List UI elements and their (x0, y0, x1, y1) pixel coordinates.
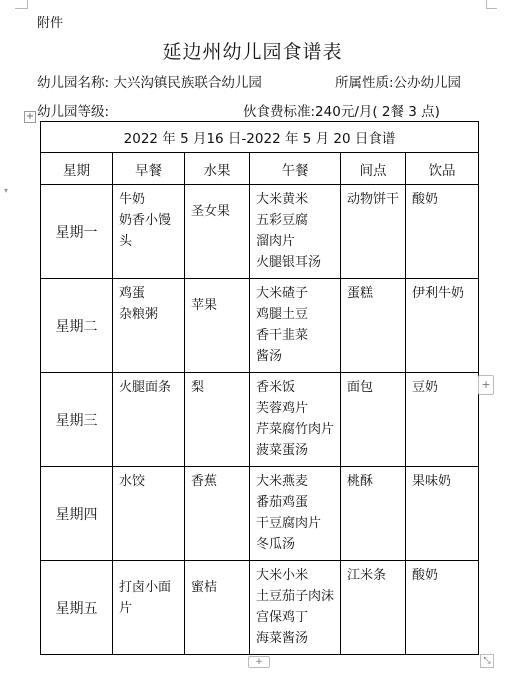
lunch-item: 大米黄米 (256, 192, 309, 207)
drink-item: 酸奶 (412, 192, 439, 207)
drink-item: 伊利牛奶 (412, 286, 465, 301)
attachment-label: 附件 (37, 16, 64, 31)
drink-cell[interactable] (406, 373, 479, 467)
lunch-cell[interactable] (250, 373, 341, 467)
table-row (41, 185, 479, 279)
breakfast-cell[interactable] (113, 561, 185, 655)
header-row (41, 153, 479, 185)
snack-item: 面包 (347, 380, 374, 395)
breakfast-item: 奶香小馒头 (119, 213, 172, 249)
lunch-item: 大米燕麦 (256, 474, 309, 489)
weekday-cell[interactable]: 星期三 (41, 373, 113, 467)
drink-cell[interactable] (406, 467, 479, 561)
fruit-cell[interactable] (185, 373, 250, 467)
add-row-icon[interactable]: + (248, 656, 270, 668)
lunch-item: 溜肉片 (256, 234, 296, 249)
breakfast-cell[interactable] (113, 279, 185, 373)
fruit-item: 苹果 (191, 298, 218, 313)
breakfast-cell[interactable] (113, 373, 185, 467)
breakfast-cell[interactable] (113, 185, 185, 279)
drink-cell[interactable] (406, 185, 479, 279)
table-row (41, 467, 479, 561)
margin-arrow-icon: ▾ (4, 186, 9, 195)
header-breakfast[interactable]: 早餐 (113, 153, 185, 185)
kindergarten-nature: 所属性质:公办幼儿园 (335, 75, 462, 91)
crop-mark-top-right (486, 0, 497, 9)
lunch-item: 海菜酱汤 (256, 631, 309, 646)
snack-cell[interactable] (341, 561, 406, 655)
snack-item: 动物饼干 (347, 192, 400, 207)
table-move-handle-icon[interactable]: + (25, 111, 35, 122)
lunch-cell[interactable] (250, 185, 341, 279)
table-resize-handle-icon[interactable]: ⤡ (480, 654, 494, 668)
breakfast-item: 牛奶 (119, 192, 146, 207)
snack-cell[interactable] (341, 373, 406, 467)
add-column-icon[interactable]: + (478, 375, 494, 395)
lunch-item: 香干韭菜 (256, 328, 309, 343)
weekday-cell[interactable]: 星期一 (41, 185, 113, 279)
fruit-cell[interactable] (185, 467, 250, 561)
lunch-item: 菠菜蛋汤 (256, 443, 309, 458)
lunch-item: 芙蓉鸡片 (256, 401, 309, 416)
weekday-cell[interactable]: 星期五 (41, 561, 113, 655)
breakfast-item: 水饺 (119, 474, 146, 489)
breakfast-item: 片 (119, 601, 133, 616)
breakfast-item: 打卤小面 (119, 580, 172, 595)
snack-cell[interactable] (341, 185, 406, 279)
lunch-item: 鸡腿土豆 (256, 307, 309, 322)
lunch-cell[interactable] (250, 561, 341, 655)
lunch-item: 宫保鸡丁 (256, 610, 309, 625)
lunch-item: 番茄鸡蛋 (256, 495, 309, 510)
header-weekday[interactable]: 星期 (41, 153, 113, 185)
lunch-cell[interactable] (250, 467, 341, 561)
kindergarten-grade: 幼儿园等级: (37, 104, 110, 120)
snack-item: 江米条 (347, 568, 387, 583)
snack-item: 蛋糕 (347, 286, 374, 301)
fruit-cell[interactable] (185, 279, 250, 373)
kindergarten-name: 幼儿园名称: 大兴沟镇民族联合幼儿园 (37, 75, 262, 91)
drink-cell[interactable] (406, 561, 479, 655)
fruit-item: 圣女果 (191, 204, 231, 219)
lunch-item: 干豆腐肉片 (256, 516, 322, 531)
breakfast-item: 杂粮粥 (119, 307, 159, 322)
lunch-item: 酱汤 (256, 349, 283, 364)
document-title: 延边州幼儿园食谱表 (162, 41, 343, 63)
header-fruit[interactable]: 水果 (185, 153, 250, 185)
weekday-cell[interactable]: 星期二 (41, 279, 113, 373)
fruit-item: 蜜桔 (191, 580, 218, 595)
lunch-item: 大米碴子 (256, 286, 309, 301)
lunch-item: 土豆茄子肉沫 (256, 589, 335, 604)
lunch-item: 香米饭 (256, 380, 296, 395)
header-snack[interactable]: 间点 (341, 153, 406, 185)
fruit-item: 梨 (191, 380, 205, 395)
weekday-cell[interactable]: 星期四 (41, 467, 113, 561)
drink-item: 豆奶 (412, 380, 439, 395)
menu-table (40, 121, 479, 655)
header-drink[interactable]: 饮品 (406, 153, 479, 185)
breakfast-item: 鸡蛋 (119, 286, 146, 301)
breakfast-item: 火腿面条 (119, 380, 172, 395)
table-row (41, 561, 479, 655)
lunch-item: 火腿银耳汤 (256, 255, 322, 270)
drink-item: 果味奶 (412, 474, 452, 489)
crop-mark-top-left (15, 0, 28, 9)
snack-item: 桃酥 (347, 474, 374, 489)
fruit-cell[interactable] (185, 561, 250, 655)
drink-cell[interactable] (406, 279, 479, 373)
snack-cell[interactable] (341, 467, 406, 561)
lunch-item: 冬瓜汤 (256, 537, 296, 552)
lunch-item: 五彩豆腐 (256, 213, 309, 228)
lunch-cell[interactable] (250, 279, 341, 373)
header-lunch[interactable]: 午餐 (250, 153, 341, 185)
table-row (41, 279, 479, 373)
fruit-item: 香蕉 (191, 474, 218, 489)
date-range[interactable]: 2022 年 5 月16 日-2022 年 5 月 20 日食谱 (41, 122, 479, 153)
breakfast-cell[interactable] (113, 467, 185, 561)
snack-cell[interactable] (341, 279, 406, 373)
drink-item: 酸奶 (412, 568, 439, 583)
fruit-cell[interactable] (185, 185, 250, 279)
lunch-item: 芹菜腐竹肉片 (256, 422, 335, 437)
lunch-item: 大米小米 (256, 568, 309, 583)
table-row (41, 373, 479, 467)
meal-fee-standard: 伙食费标准:240元/月( 2餐 3 点) (243, 104, 440, 120)
